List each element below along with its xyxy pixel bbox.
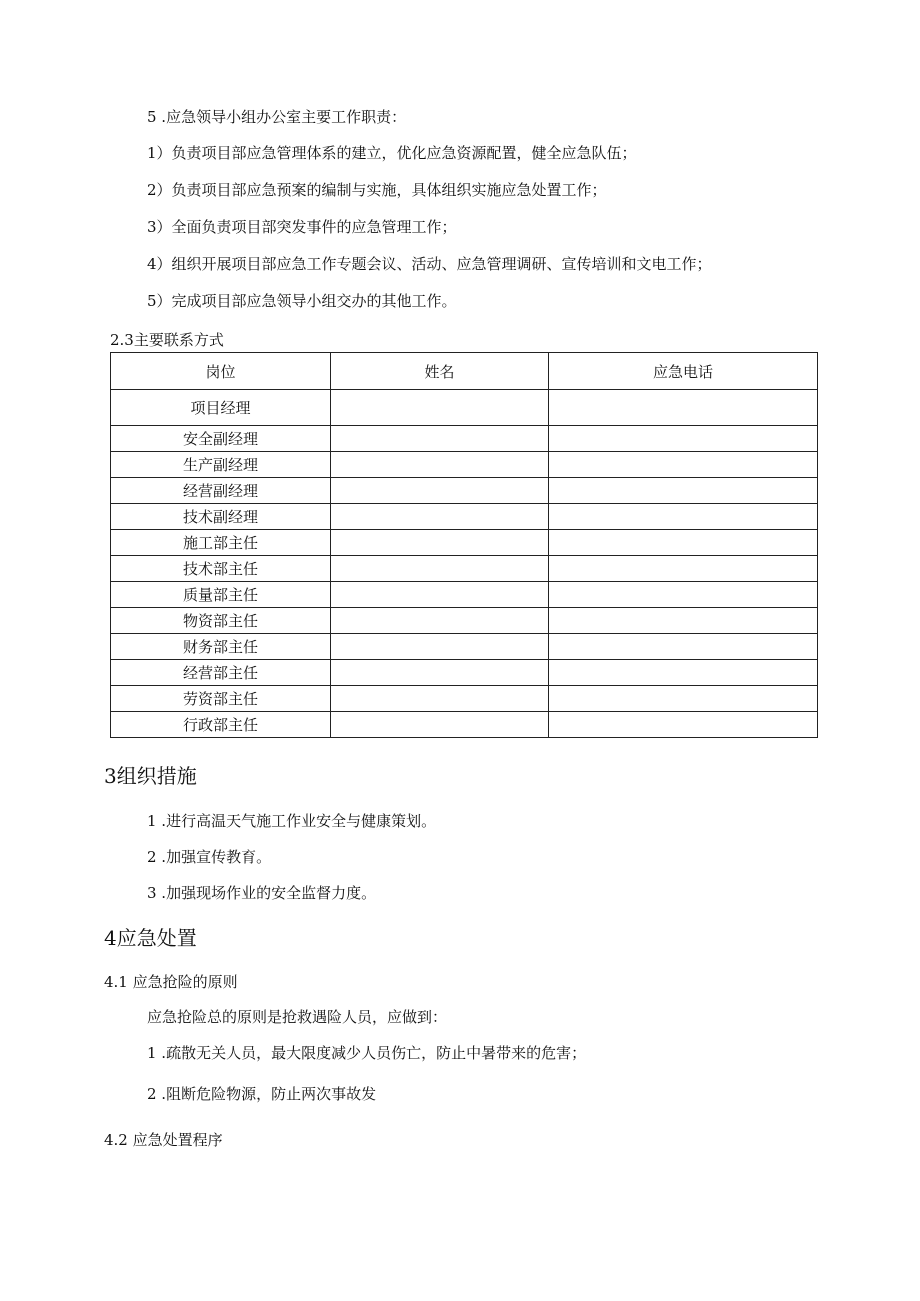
table-row: [111, 452, 818, 478]
cell-position: 经营副经理: [111, 478, 331, 504]
contacts-table: [110, 352, 818, 738]
duties-heading: 5 .应急领导小组办公室主要工作职责：: [147, 108, 407, 126]
cell-phone: [549, 634, 818, 660]
cell-phone: [549, 426, 818, 452]
section4-1-item-1: 1 .疏散无关人员，最大限度减少人员伤亡，防止中暑带来的危害；: [147, 1044, 587, 1062]
cell-phone: [549, 530, 818, 556]
cell-name: [331, 426, 549, 452]
section4-2-title: 4.2 应急处置程序: [104, 1131, 223, 1149]
cell-position: 物资部主任: [111, 608, 331, 634]
contacts-title: 2.3主要联系方式: [110, 331, 224, 349]
header-phone: 应急电话: [549, 353, 818, 390]
cell-position: 安全副经理: [111, 426, 331, 452]
cell-position: 经营部主任: [111, 660, 331, 686]
cell-position: 技术副经理: [111, 504, 331, 530]
cell-name: [331, 530, 549, 556]
cell-name: [331, 504, 549, 530]
duty-item-4: 4）组织开展项目部应急工作专题会议、活动、应急管理调研、宣传培训和文电工作；: [147, 255, 712, 273]
section4-1-title: 4.1 应急抢险的原则: [104, 973, 238, 991]
section4-1-item-2: 2 .阻断危险物源，防止两次事故发: [147, 1085, 377, 1103]
table-row: [111, 556, 818, 582]
cell-phone: [549, 712, 818, 738]
table-row: [111, 686, 818, 712]
table-row: [111, 426, 818, 452]
section3-item-3: 3 .加强现场作业的安全监督力度。: [147, 884, 377, 902]
cell-phone: [549, 504, 818, 530]
cell-position: 财务部主任: [111, 634, 331, 660]
cell-name: [331, 582, 549, 608]
section3-title: 3组织措施: [104, 764, 197, 788]
header-name: 姓名: [331, 353, 549, 390]
cell-position: 质量部主任: [111, 582, 331, 608]
cell-name: [331, 452, 549, 478]
cell-name: [331, 712, 549, 738]
duty-item-5: 5）完成项目部应急领导小组交办的其他工作。: [147, 292, 457, 310]
header-position: 岗位: [111, 353, 331, 390]
cell-name: [331, 686, 549, 712]
cell-phone: [549, 582, 818, 608]
cell-phone: [549, 390, 818, 426]
table-row: [111, 582, 818, 608]
cell-position: 施工部主任: [111, 530, 331, 556]
cell-name: [331, 608, 549, 634]
section4-title: 4应急处置: [104, 926, 197, 950]
duty-item-1: 1）负责项目部应急管理体系的建立，优化应急资源配置，健全应急队伍；: [147, 144, 637, 162]
section4-1-intro: 应急抢险总的原则是抢救遇险人员，应做到：: [147, 1008, 448, 1026]
cell-position: 生产副经理: [111, 452, 331, 478]
cell-name: [331, 556, 549, 582]
cell-name: [331, 390, 549, 426]
cell-phone: [549, 478, 818, 504]
cell-phone: [549, 556, 818, 582]
cell-name: [331, 478, 549, 504]
table-row: [111, 478, 818, 504]
section3-item-2: 2 .加强宣传教育。: [147, 848, 272, 866]
cell-phone: [549, 686, 818, 712]
cell-name: [331, 634, 549, 660]
table-row: [111, 634, 818, 660]
cell-position: 行政部主任: [111, 712, 331, 738]
duty-item-2: 2）负责项目部应急预案的编制与实施，具体组织实施应急处置工作；: [147, 181, 607, 199]
cell-phone: [549, 660, 818, 686]
cell-position: 技术部主任: [111, 556, 331, 582]
table-row: [111, 530, 818, 556]
table-row: [111, 390, 818, 426]
cell-phone: [549, 452, 818, 478]
cell-name: [331, 660, 549, 686]
cell-position: 项目经理: [111, 390, 331, 426]
cell-position: 劳资部主任: [111, 686, 331, 712]
table-header-row: [111, 353, 818, 390]
table-row: [111, 712, 818, 738]
cell-phone: [549, 608, 818, 634]
table-row: [111, 504, 818, 530]
table-row: [111, 608, 818, 634]
table-row: [111, 660, 818, 686]
section3-item-1: 1 .进行高温天气施工作业安全与健康策划。: [147, 812, 437, 830]
duty-item-3: 3）全面负责项目部突发事件的应急管理工作；: [147, 218, 457, 236]
